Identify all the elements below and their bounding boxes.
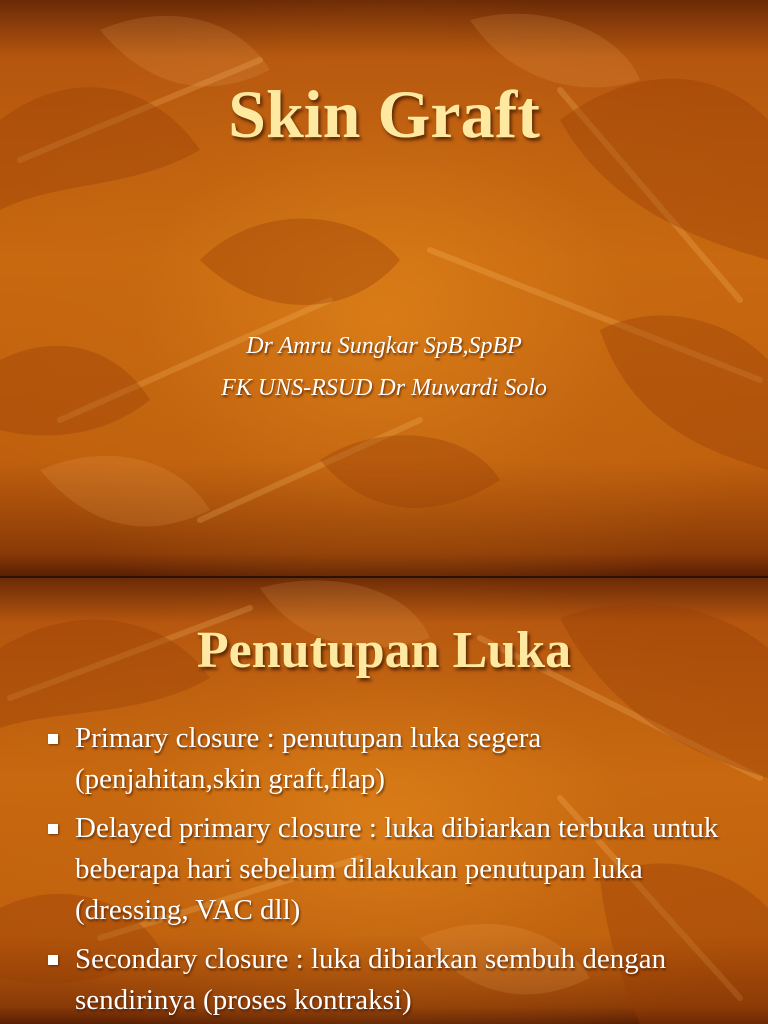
list-item (0, 718, 768, 800)
bullet-text: Secondary closure : luka dibiarkan sembuh dengan sendirinya (proses kontraksi) (75, 943, 667, 1016)
bullet-text: Primary closure : penutupan luka segera (penjahitan,skin graft,flap) (75, 722, 542, 795)
square-bullet-icon (48, 734, 58, 744)
square-bullet-icon (48, 824, 58, 834)
slide-title-heading: Skin Graft (228, 76, 540, 152)
slide-content (0, 578, 768, 1024)
author-name: Dr Amru Sungkar SpB,SpBP (246, 333, 522, 359)
bullet-list (0, 718, 768, 1024)
list-item (0, 808, 768, 931)
slide-heading: Penutupan Luka (196, 622, 572, 679)
bullet-text: Delayed primary closure : luka dibiarkan terbuka untuk beberapa hari sebelum dilakukan penutupan luka (dressing, VAC dll) (75, 812, 719, 926)
author-affiliation: FK UNS-RSUD Dr Muwardi Solo (221, 375, 547, 401)
list-item (0, 939, 768, 1021)
square-bullet-icon (48, 955, 58, 965)
